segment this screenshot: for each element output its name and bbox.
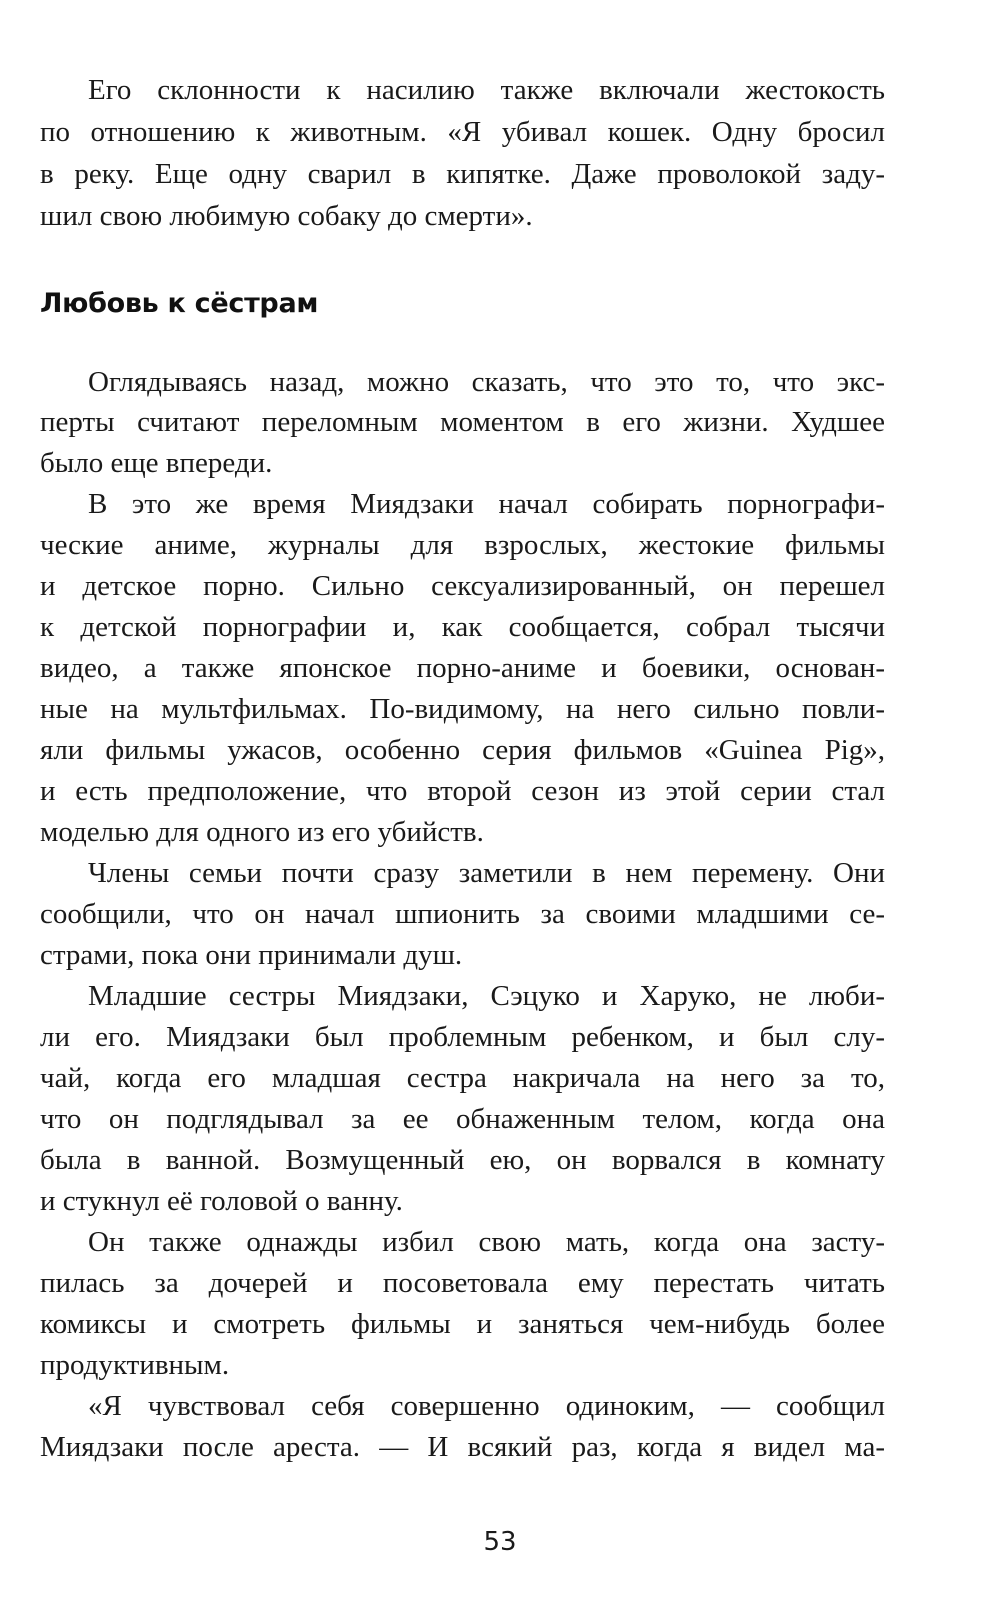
text-line: Члены семьи почти сразу заметили в нем перемену. Они — [88, 857, 885, 889]
text-line: яли фильмы ужасов, особенно серия фильмов «Guinea Pig», — [40, 734, 885, 766]
text-line: шил свою любимую собаку до смерти». — [40, 200, 533, 232]
text-line: Он также однажды избил свою мать, когда она засту- — [88, 1226, 885, 1258]
text-line: ческие аниме, журналы для взрослых, жестокие фильмы — [40, 529, 885, 561]
text-line: ли его. Миядзаки был проблемным ребенком, и был слу- — [40, 1021, 885, 1053]
text-line: в реку. Еще одну сварил в кипятке. Даже проволокой заду- — [40, 158, 885, 190]
text-line: была в ванной. Возмущенный ею, он ворвался в комнату — [40, 1144, 885, 1176]
text-line: чай, когда его младшая сестра накричала на него за то, — [40, 1062, 885, 1094]
text-line: продуктивным. — [40, 1349, 230, 1381]
text-line: Миядзаки после ареста. — И всякий раз, когда я видел ма- — [40, 1431, 885, 1463]
text-line: моделью для одного из его убийств. — [40, 816, 484, 848]
text-line: было еще впереди. — [40, 447, 273, 479]
text-line: по отношению к животным. «Я убивал кошек. Одну бросил — [40, 116, 885, 148]
text-line: что он подглядывал за ее обнаженным телом, когда она — [40, 1103, 885, 1135]
text-line: сообщили, что он начал шпионить за своими младшими се- — [40, 898, 885, 930]
text-line: Его склонности к насилию также включали жестокость — [88, 74, 885, 106]
text-line: Младшие сестры Миядзаки, Сэцуко и Харуко, не люби- — [88, 980, 885, 1012]
text-line: перты считают переломным моментом в его жизни. Худшее — [40, 406, 885, 438]
text-line: комиксы и смотреть фильмы и заняться чем-нибудь более — [40, 1308, 885, 1340]
text-line: и детское порно. Сильно сексуализированный, он перешел — [40, 570, 885, 602]
text-line: и стукнул её головой о ванну. — [40, 1185, 403, 1217]
text-line: к детской порнографии и, как сообщается, собрал тысячи — [40, 611, 885, 643]
text-line: Оглядываясь назад, можно сказать, что это то, что экс- — [88, 366, 885, 398]
text-line: пилась за дочерей и посоветовала ему перестать читать — [40, 1267, 885, 1299]
page-number: 53 — [483, 1527, 517, 1557]
text-line: В это же время Миядзаки начал собирать порнографи- — [88, 488, 885, 520]
text-line: ные на мультфильмах. По-видимому, на него сильно повли- — [40, 693, 885, 725]
text-line: «Я чувствовал себя совершенно одиноким, — сообщил — [88, 1390, 885, 1422]
text-line: страми, пока они принимали душ. — [40, 939, 463, 971]
text-line: и есть предположение, что второй сезон из этой серии стал — [40, 775, 885, 807]
section-heading: Любовь к сёстрам — [40, 288, 319, 319]
text-line: видео, а также японское порно-аниме и боевики, основан- — [40, 652, 885, 684]
